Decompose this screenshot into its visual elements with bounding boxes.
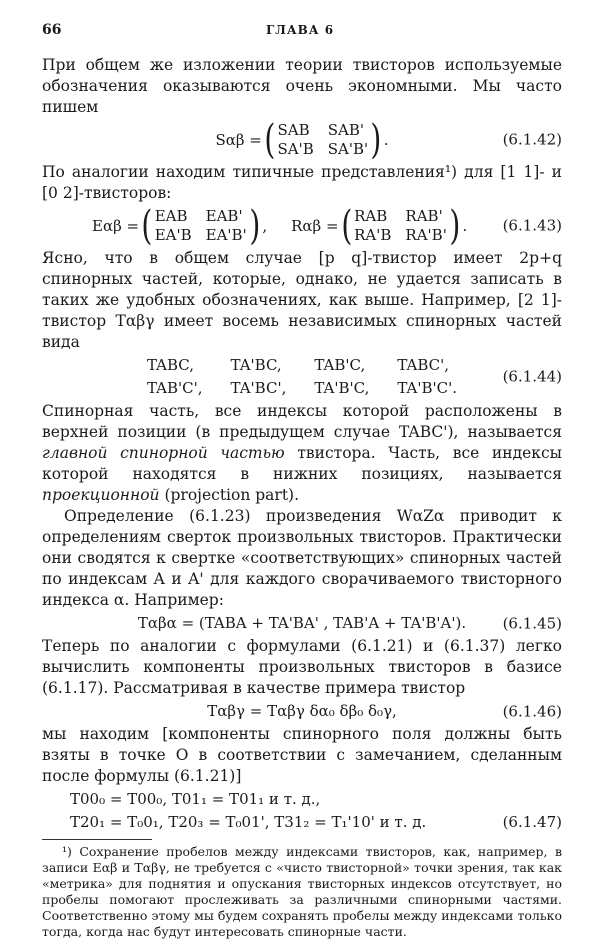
spinor-part: TA'BC, (230, 356, 282, 374)
page-header (42, 22, 558, 42)
equation-number: (6.1.43) (502, 216, 562, 235)
paragraph: По аналогии находим типичные представления¹) для [1 1]- и [0 2]-твисторов: (42, 163, 562, 202)
chapter-title: ГЛАВА 6 (265, 23, 335, 37)
spinor-part: TAB'C, (314, 356, 366, 374)
paragraph: Спинорная часть, все индексы которой расположены в верхней позиции (в предыдущем случае TABC'), называется главной спинорной частью твистора. Часть, все индексы которой находятся в нижних позициях, называется проекционной (projection part). (42, 402, 563, 504)
equation-6-1-42: Sαβ = ( SAB SAB' SA'B SA'B' ) . (6.1.42) (215, 117, 562, 163)
spinor-part: TA'B'C'. (397, 379, 457, 397)
matrix: ( EAB EAB' EA'B EA'B' ) (141, 203, 260, 249)
equation-6-1-44 (42, 355, 562, 399)
matrix-entry: EA'B' (205, 226, 247, 244)
spinor-part: TAB'C', (146, 379, 203, 397)
footnote-divider (42, 839, 152, 840)
equation-number: (6.1.44) (502, 367, 562, 386)
matrix-entry: RA'B' (405, 226, 447, 244)
matrix-entry: EAB (154, 207, 188, 225)
equation-6-1-45: Tαβα = (TABA + TA'BA' , TAB'A + TA'B'A'). (6.1.45) (137, 614, 562, 632)
matrix-entry: RAB (354, 207, 388, 225)
component-line: T20₁ = T₀0₁, T20₃ = T₀01', T31₂ = T₁'10' и т. д. (70, 813, 427, 831)
equation-lhs: Sαβ = (215, 130, 262, 149)
paragraph: При общем же изложении теории твисторов используемые обозначения оказываются очень экономными. Мы часто пишем (42, 56, 562, 116)
equation-6-1-46: Tαβγ = Tαβγ δα₀ δβ₀ δ₀γ, (6.1.46) (207, 702, 562, 720)
term-projection: проекционной (42, 486, 160, 504)
equation-lhs: Eαβ = (92, 216, 140, 235)
matrix-entry: RA'B (354, 226, 392, 244)
matrix-entry: SA'B (277, 140, 314, 158)
matrix-entry: SA'B' (327, 140, 369, 158)
spinor-part: TABC, (146, 356, 195, 374)
equation-number: (6.1.46) (502, 702, 562, 720)
matrix: ( RAB RAB' RA'B RA'B' ) (340, 203, 461, 249)
paragraph: Теперь по аналогии с формулами (6.1.21) и (6.1.37) легко вычислить компоненты произвольных твисторов в базисе (6.1.17). Рассматривая в качестве примера твистор (42, 637, 562, 697)
page-body (42, 55, 562, 940)
component-line: T00₀ = T00₀, T01₁ = T01₁ и т. д., (70, 790, 321, 808)
equation-6-1-43: Eαβ = ( EAB EAB' EA'B EA'B' ) , Rαβ = ( RAB RAB' RA'B RA'B' ) . (6.1.43) (92, 203, 562, 249)
matrix-entry: EA'B (154, 226, 192, 244)
paragraph: Ясно, что в общем случае [p q]-твистор имеет 2p+q спинорных частей, которые, однако, не удается записать в таких же удобных обозначениях, как выше. Например, [2 1]-твистор Tαβγ имеет восемь независимых спинорных частей вида (42, 249, 562, 351)
matrix: ( SAB SAB' SA'B SA'B' ) (264, 117, 382, 163)
spinor-part: TA'BC', (230, 379, 287, 397)
footnote: ¹) Сохранение пробелов между индексами твисторов, как, например, в записи Eαβ и Tαβγ, не требуется с «чисто твисторной» точки зрения, так как «метрика» для поднятия и опускания твисторных индексов отсутствует, но пробелы помогают прослеживать за различными спинорными частями. Соответственно этому мы будем сохранять пробелы между индексами только тогда, когда нас будут интересовать спинорные части. (42, 844, 562, 939)
spinor-part: TA'B'C, (314, 379, 370, 397)
spinor-parts-grid (147, 355, 457, 399)
equation-number: (6.1.45) (502, 614, 562, 632)
paragraph: Определение (6.1.23) произведения WαZα приводит к определениям сверток произвольных твисторов. Практически они сводятся к свертке «соответствующих» спинорных частей по индексам A и A' для каждого сворачиваемого твисторного индекса α. Например: (42, 507, 562, 609)
paragraph: мы находим [компоненты спинорного поля должны быть взяты в точке O в соответствии с замечанием, сделанным после формулы (6.1.21)] (42, 725, 562, 785)
equation-lhs: Rαβ = (291, 216, 339, 235)
term-principal-spinor-part: главной спинорной частью (42, 444, 285, 462)
matrix-entry: EAB' (205, 207, 243, 225)
page-number: 66 (42, 22, 62, 38)
matrix-entry: RAB' (405, 207, 443, 225)
equation-number: (6.1.42) (502, 130, 562, 149)
matrix-entry: SAB (277, 121, 310, 139)
equation-6-1-47 (42, 789, 562, 833)
equation-number: (6.1.47) (502, 813, 562, 831)
matrix-entry: SAB' (327, 121, 365, 139)
spinor-part: TABC', (397, 356, 450, 374)
